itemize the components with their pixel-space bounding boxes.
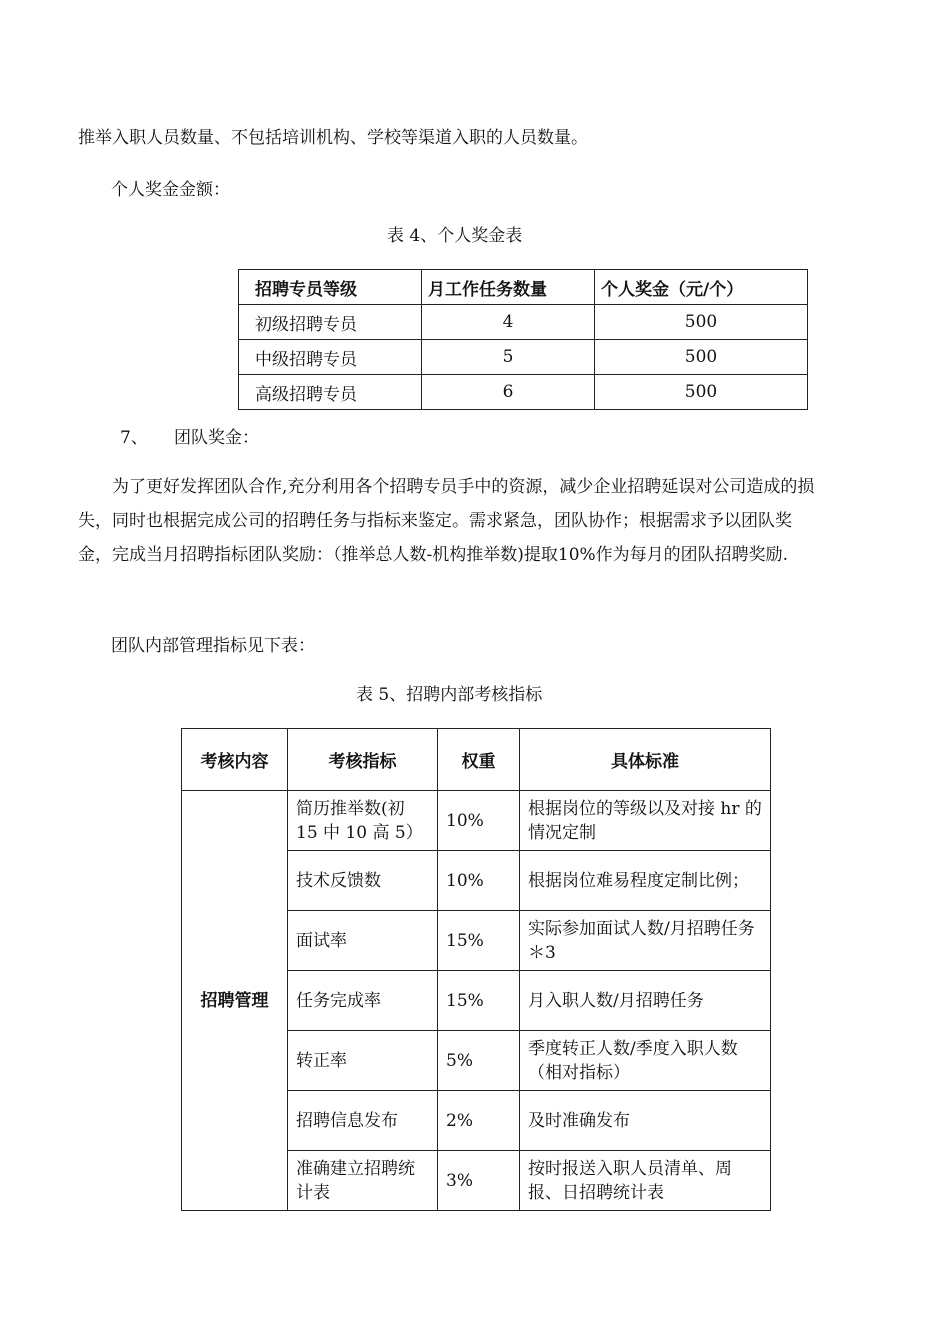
bonus-cell: 500 — [595, 375, 808, 410]
table-header-row — [182, 729, 771, 791]
level-cell: 高级招聘专员 — [239, 375, 422, 410]
bonus-cell: 500 — [595, 305, 808, 340]
personal-bonus-table — [238, 269, 808, 410]
indicator-cell: 转正率 — [288, 1031, 438, 1091]
weight-cell: 10% — [438, 791, 520, 851]
indicator-cell: 任务完成率 — [288, 971, 438, 1031]
bonus-cell: 500 — [595, 340, 808, 375]
header-cell: 招聘专员等级 — [239, 270, 422, 305]
indicator-cell: 面试率 — [288, 911, 438, 971]
header-cell: 权重 — [438, 729, 520, 791]
bonus-amount-label: 个人奖金金额： — [111, 180, 230, 200]
task-count-cell: 4 — [422, 305, 595, 340]
task-count-cell: 5 — [422, 340, 595, 375]
header-cell: 具体标准 — [520, 729, 771, 791]
indicator-cell: 技术反馈数 — [288, 851, 438, 911]
table5-caption: 表 5、招聘内部考核指标 — [356, 685, 543, 705]
standard-cell: 按时报送入职人员清单、周报、日招聘统计表 — [520, 1151, 771, 1211]
header-cell: 月工作任务数量 — [422, 270, 595, 305]
standard-cell: 实际参加面试人数/月招聘任务＊3 — [520, 911, 771, 971]
standard-cell: 及时准确发布 — [520, 1091, 771, 1151]
table5-intro: 团队内部管理指标见下表： — [111, 636, 315, 656]
weight-cell: 3% — [438, 1151, 520, 1211]
category-cell: 招聘管理 — [182, 791, 288, 1211]
header-cell: 考核内容 — [182, 729, 288, 791]
weight-cell: 15% — [438, 971, 520, 1031]
indicator-cell: 准确建立招聘统计表 — [288, 1151, 438, 1211]
level-cell: 中级招聘专员 — [239, 340, 422, 375]
header-cell: 个人奖金（元/个） — [595, 270, 808, 305]
table-row — [239, 305, 808, 340]
recruitment-kpi-table — [181, 728, 771, 1211]
section-number: 7、 — [120, 428, 148, 448]
indicator-cell: 招聘信息发布 — [288, 1091, 438, 1151]
task-count-cell: 6 — [422, 375, 595, 410]
standard-cell: 根据岗位难易程度定制比例； — [520, 851, 771, 911]
intro-line: 推举入职人员数量、不包括培训机构、学校等渠道入职的人员数量。 — [78, 128, 588, 148]
indicator-cell: 简历推举数(初 15 中 10 高 5） — [288, 791, 438, 851]
table-row — [182, 791, 771, 851]
table-row — [239, 340, 808, 375]
weight-cell: 15% — [438, 911, 520, 971]
header-cell: 考核指标 — [288, 729, 438, 791]
table-header-row — [239, 270, 808, 305]
standard-cell: 月入职人数/月招聘任务 — [520, 971, 771, 1031]
table4-caption: 表 4、个人奖金表 — [387, 226, 523, 246]
weight-cell: 2% — [438, 1091, 520, 1151]
standard-cell: 季度转正人数/季度入职人数（相对指标） — [520, 1031, 771, 1091]
table-row — [239, 375, 808, 410]
team-bonus-paragraph: 为了更好发挥团队合作,充分利用各个招聘专员手中的资源，减少企业招聘延误对公司造成的损失，同时也根据完成公司的招聘任务与指标来鉴定。需求紧急，团队协作；根据需求予以团队奖金，完成当月招聘指标团队奖励：（推举总人数-机构推举数)提取10%作为每月的团队招聘奖励. — [78, 477, 815, 565]
weight-cell: 5% — [438, 1031, 520, 1091]
weight-cell: 10% — [438, 851, 520, 911]
section-title: 团队奖金： — [174, 428, 259, 448]
level-cell: 初级招聘专员 — [239, 305, 422, 340]
standard-cell: 根据岗位的等级以及对接 hr 的情况定制 — [520, 791, 771, 851]
